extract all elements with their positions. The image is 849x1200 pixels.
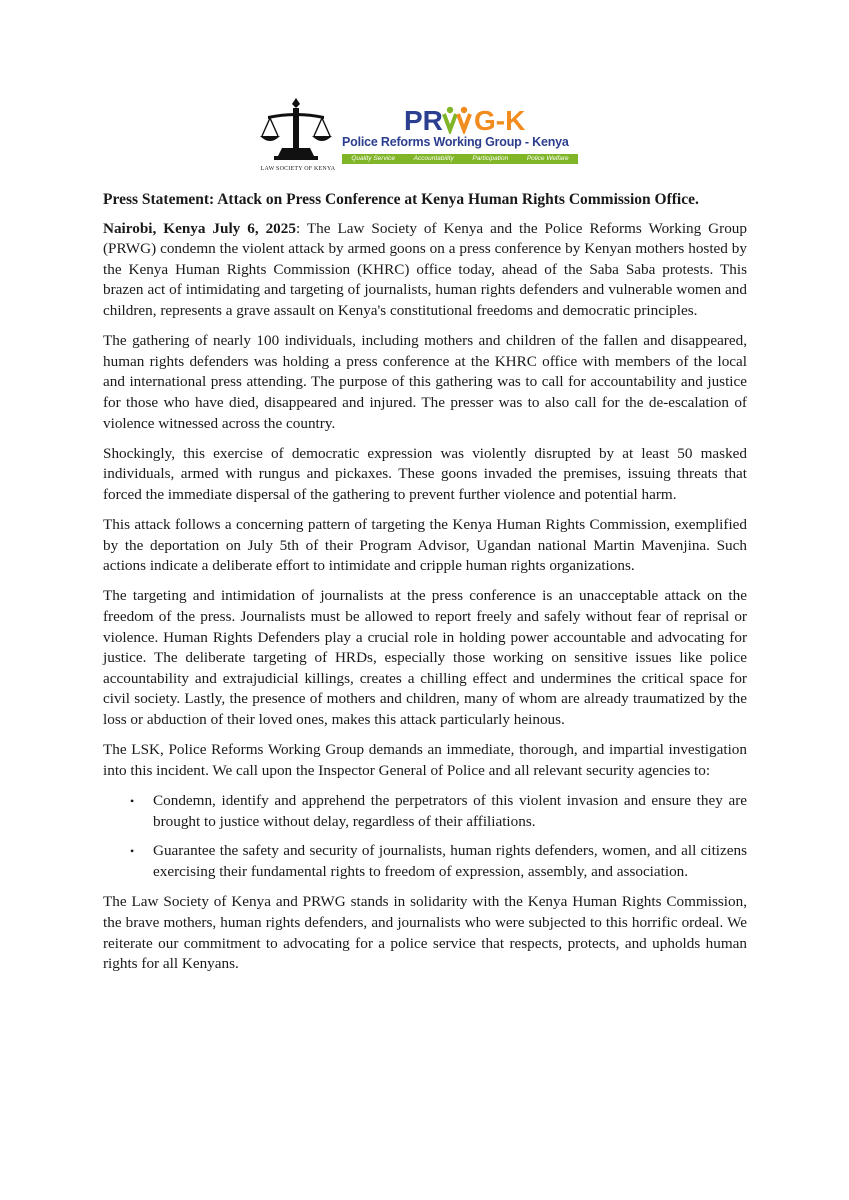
paragraph-text: : The Law Society of Kenya and the Police Reforms Working Group (PRWG) condemn the violent attack by armed goons on a press conference by Kenyan mothers hosted by the Kenya Human Rights Commission (KHRC) office today, ahead of the Saba Saba protests. This brazen act of intimidating and targeting of journalists, human rights defenders and vulnerable women and children, represents a grave assault on Kenya's constitutional freedoms and democratic principles.: [103, 219, 747, 319]
logo-header: [258, 96, 598, 176]
people-figures-icon: [444, 107, 470, 130]
prwg-tagline: Participation: [472, 155, 509, 162]
list-item: [130, 841, 747, 882]
list-item: [130, 791, 747, 832]
list-item-text: Guarantee the safety and security of journalists, human rights defenders, women, and all citizens exercising their fundamental rights to freedom of expression, assembly, and association.: [153, 842, 747, 880]
paragraph-demands: The LSK, Police Reforms Working Group demands an immediate, thorough, and impartial investigation into this incident. We call upon the Inspector General of Police and all relevant security agencies to:: [103, 741, 747, 779]
paragraph-pattern: This attack follows a concerning pattern of targeting the Kenya Human Rights Commission, exemplified by the deportation on July 5th of their Program Advisor, Ugandan national Martin Mavenjina. Such actions indicate a deliberate effort to intimidate and cripple human rights organizations.: [103, 516, 747, 575]
prwg-tagline-band: [342, 154, 578, 164]
lsk-caption: LAW SOCIETY OF KENYA: [260, 166, 336, 172]
bullet-icon: •: [130, 794, 135, 808]
prwg-tagline: Accountability: [413, 155, 454, 162]
svg-text:PR: PR: [404, 105, 443, 134]
document-title: Press Statement: Attack on Press Conference at Kenya Human Rights Commission Office.: [103, 191, 699, 208]
paragraph-gathering: The gathering of nearly 100 individuals, including mothers and children of the fallen and disappeared, human rights defenders was holding a press conference at the KHRC office with members of the local and international press attending. The purpose of this gathering was to call for accountability and justice for those who have died, disappeared and injured. The presser was to also call for the de-escalation of violence witnessed across the country.: [103, 332, 747, 432]
statement-body: [103, 190, 747, 984]
prwg-logo: [342, 104, 604, 166]
dateline: Nairobi, Kenya July 6, 2025: [103, 219, 296, 237]
demands-list: [103, 791, 747, 882]
scales-of-justice-icon: [258, 96, 334, 166]
law-society-of-kenya-logo: [258, 96, 334, 176]
paragraph-solidarity: The Law Society of Kenya and PRWG stands in solidarity with the Kenya Human Rights Commission, the brave mothers, human rights defenders, and journalists who were subjected to this horrific ordeal. We reiterate our commitment to advocating for a police service that respects, protects, and upholds human rights for all Kenyans.: [103, 893, 747, 973]
prwg-tagline: Quality Service: [351, 155, 396, 162]
paragraph-intro: [103, 219, 747, 322]
prwg-tagline: Police Welfare: [526, 155, 569, 162]
list-item-text: Condemn, identify and apprehend the perpetrators of this violent invasion and ensure they are brought to justice without delay, regardless of their affiliations.: [153, 792, 747, 830]
prwg-wordmark-graphic: [404, 104, 544, 134]
paragraph-disruption: Shockingly, this exercise of democratic expression was violently disrupted by at least 50 masked individuals, armed with rungus and pickaxes. These goons invaded the premises, issuing threats that forced the immediate dispersal of the gathering to prevent further violence and potential harm.: [103, 444, 747, 503]
svg-text:G-K: G-K: [474, 105, 526, 134]
paragraph-press-freedom: The targeting and intimidation of journalists at the press conference is an unacceptable attack on the freedom of the press. Journalists must be allowed to report freely and safely without fear of reprisal or violence. Human Rights Defenders play a crucial role in holding power accountable and advocating for justice. The deliberate targeting of HRDs, especially those working on sensitive issues like police accountability and extrajudicial killings, creates a chilling effect and undermines the critical space for civil society. Lastly, the presence of mothers and children, many of whom are already traumatized by the loss or abduction of their loved ones, makes this attack particularly heinous.: [103, 587, 747, 729]
prwg-name: Police Reforms Working Group - Kenya: [342, 135, 569, 149]
bullet-icon: •: [130, 844, 135, 859]
